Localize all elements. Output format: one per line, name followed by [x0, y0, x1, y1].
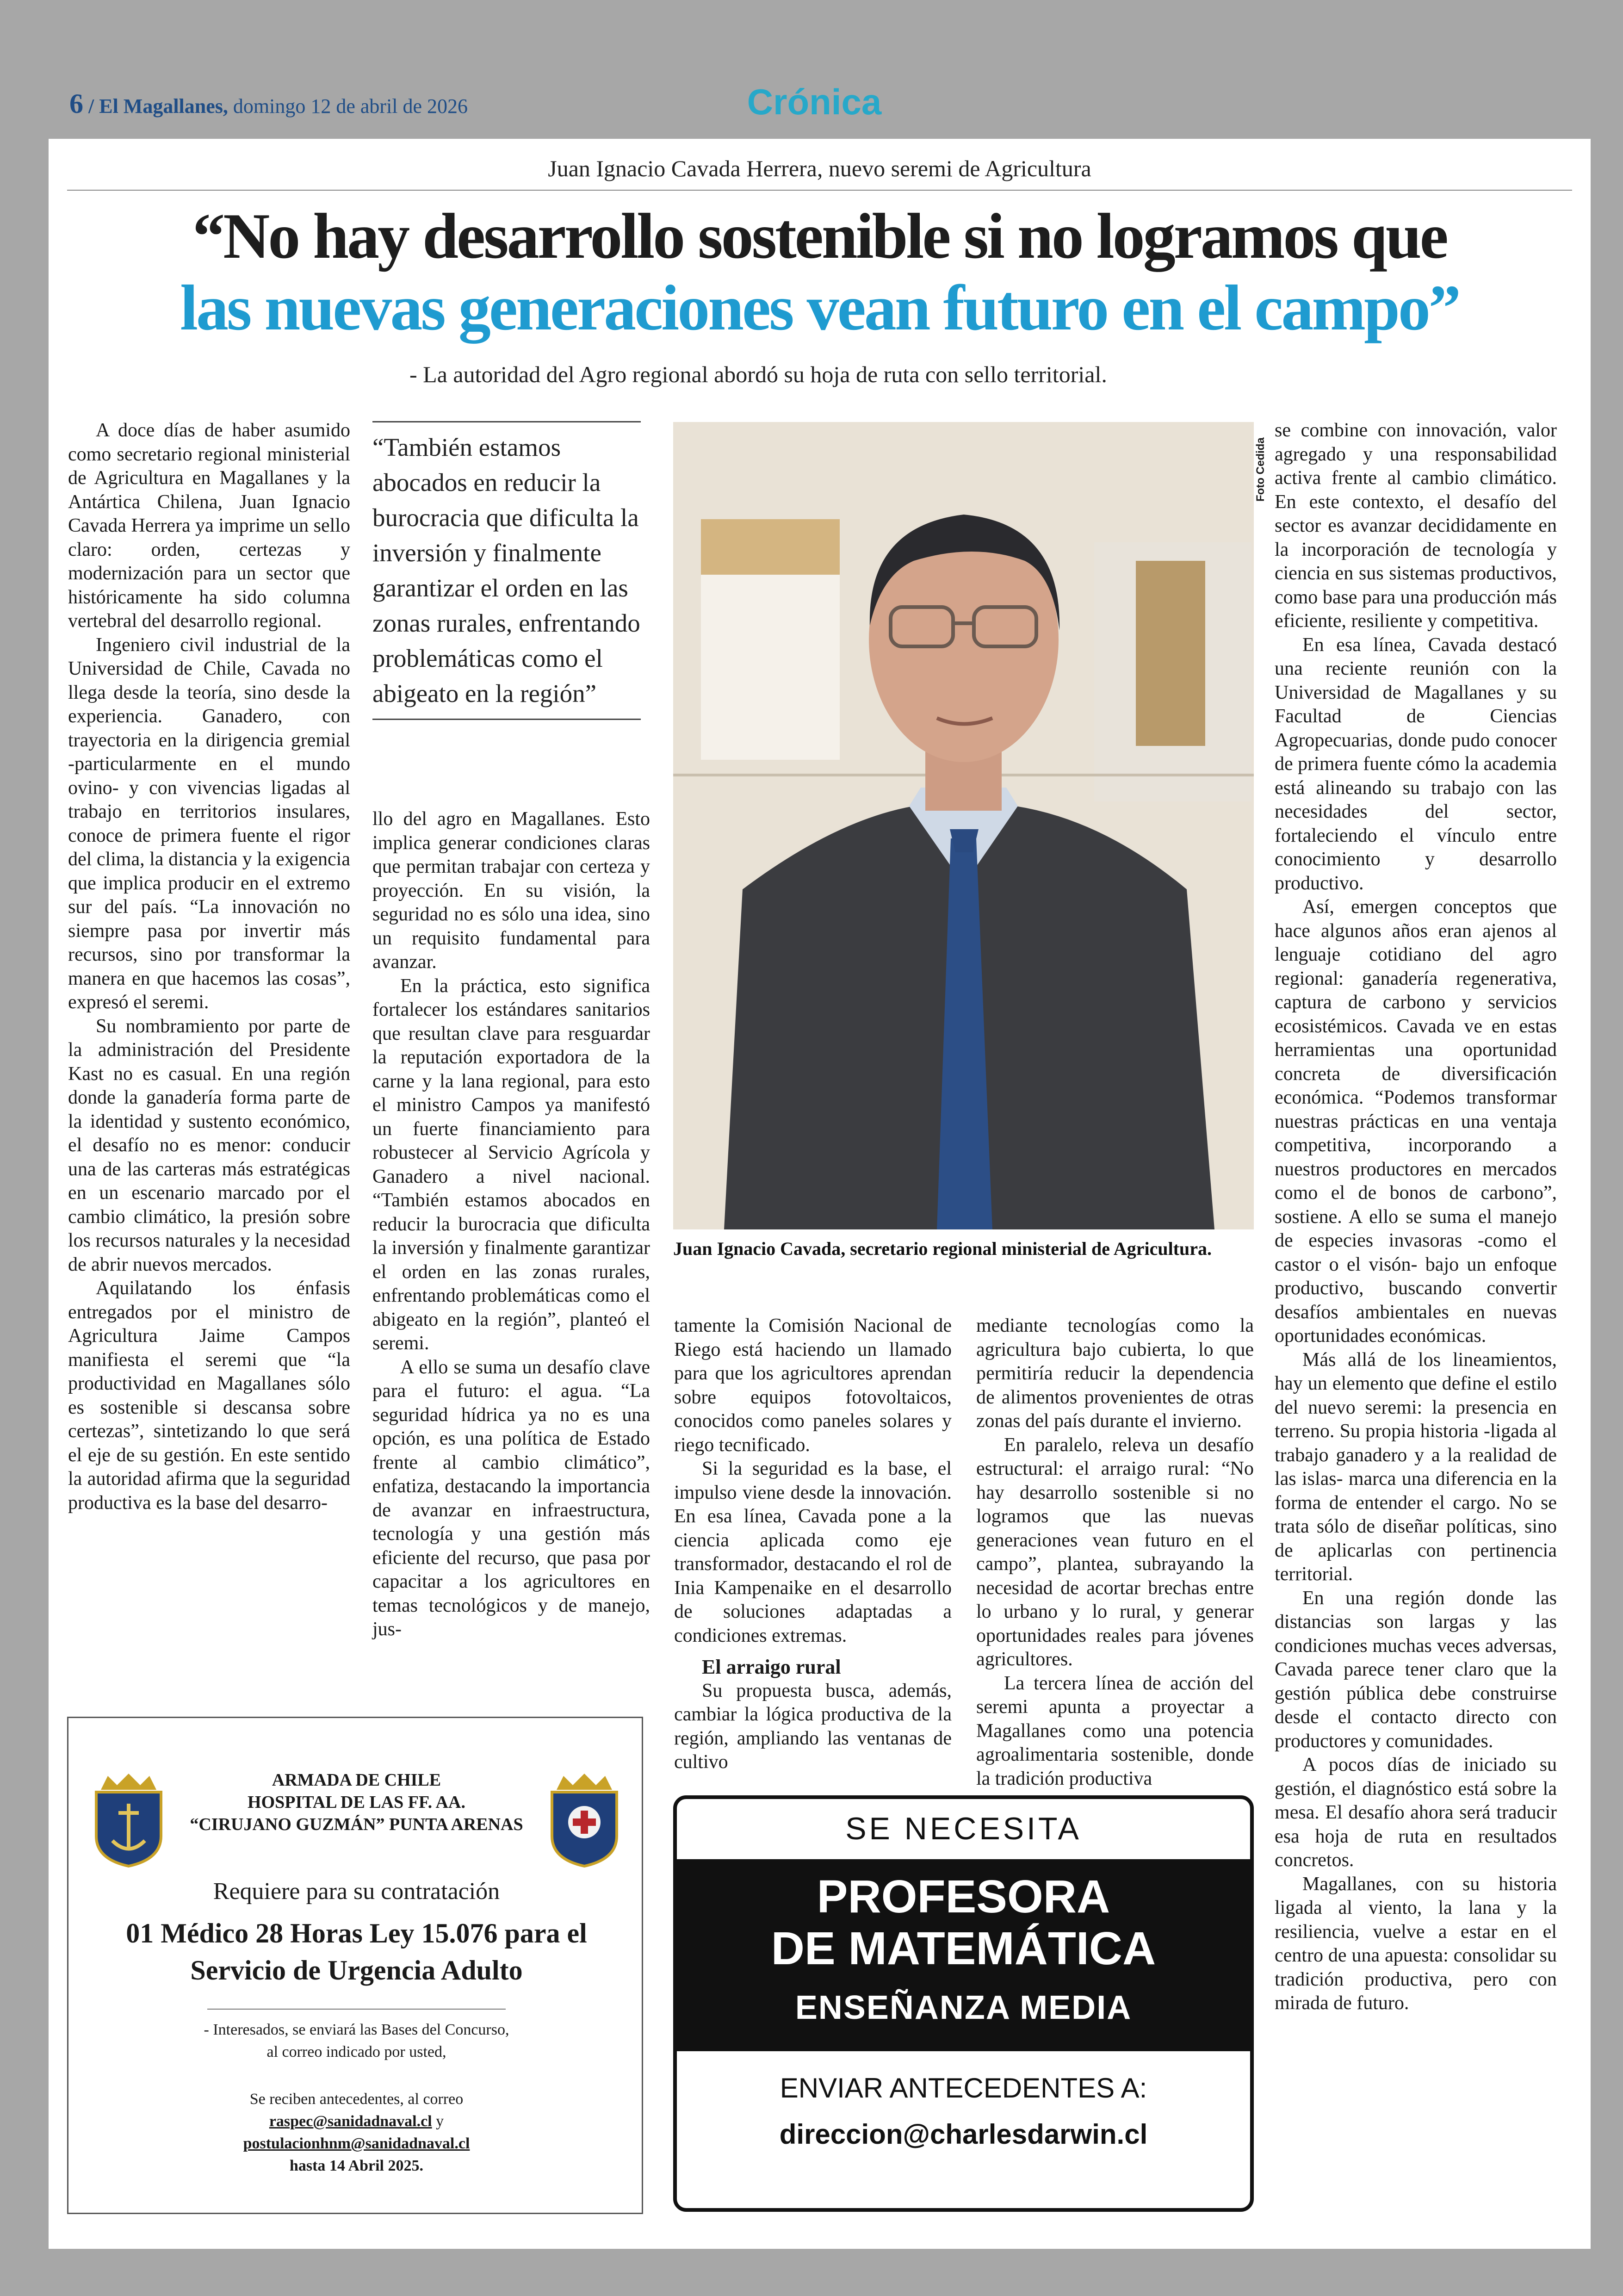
- pull-quote: “También estamos abocados en reducir la burocracia que dificulta la inversión y finalmente garantizar el orden en las zonas rurales, enfrentando problemáticas como el abigeato en la región”: [372, 421, 641, 720]
- paragraph: mediante tecnologías como la agricultura bajo cubierta, lo que permitiría reducir la dependencia de alimentos provenientes de otras zonas del país durante el invierno.: [976, 1315, 1254, 1432]
- paragraph: Aquilatando los énfasis entregados por el ministro de Agricultura Jaime Campos manifiesta el seremi que “la productividad en Magallanes sólo es sostenible si descansa sobre certezas”, sintetizando lo que será el eje de su gestión. En este sentido la autoridad afirma que la seguridad productiva es la base del desarro-: [68, 1278, 350, 1514]
- article-column-3: [674, 1314, 952, 1775]
- paragraph: se combine con innovación, valor agregado y una responsabilidad activa frente al cambio climático. En este contexto, el desafío del sector es avanzar decididamente en la incorporación de tecnología y ciencia en sus sistemas productivos, como base para una producción más eficiente, resiliente y competitiva.: [1275, 420, 1557, 632]
- subhead: El arraigo rural: [702, 1656, 841, 1678]
- ad-heading: SE NECESITA: [845, 1811, 1082, 1846]
- note-line: - Interesados, se enviará las Bases del Concurso,: [204, 2021, 509, 2038]
- hospital-crest-icon: [547, 1771, 621, 1868]
- page-header: [69, 88, 468, 120]
- position-line: PROFESORA: [817, 1871, 1110, 1923]
- article-column-5: [1275, 419, 1557, 2016]
- ad-position: [677, 1871, 1250, 1974]
- position-line: Servicio de Urgencia Adulto: [190, 1955, 523, 1986]
- paragraph: llo del agro en Magallanes. Esto implica generar condiciones claras que permitan trabajar con certeza y proyección. En su visión, la seguridad no es sólo una idea, sino un requisito fundamental para avanzar.: [372, 808, 650, 973]
- article-column-2: [372, 807, 650, 1642]
- article-column-1: [68, 419, 350, 1515]
- article-kicker: Juan Ignacio Cavada Herrera, nuevo seremi de Agricultura: [548, 155, 1091, 181]
- position-line: 01 Médico 28 Horas Ley 15.076 para el: [126, 1918, 587, 1948]
- paragraph: A pocos días de iniciado su gestión, el diagnóstico está sobre la mesa. El desafío ahora será traducir esa hoja de ruta en resultados concretos.: [1275, 1754, 1557, 1871]
- photo-caption: Juan Ignacio Cavada, secretario regional ministerial de Agricultura.: [673, 1238, 1212, 1259]
- paragraph: La tercera línea de acción del seremi apunta a proyectar a Magallanes como una potencia agroalimentaria sostenible, donde la tradición productiva: [976, 1672, 1254, 1789]
- note-line: al correo indicado por usted,: [266, 2043, 446, 2060]
- navy-hospital-ad: [67, 1717, 643, 2214]
- ad-level: ENSEÑANZA MEDIA: [795, 1989, 1132, 2026]
- page-number: 6: [69, 88, 83, 119]
- org-line: ARMADA DE CHILE: [272, 1770, 441, 1790]
- newspaper-page: [49, 139, 1591, 2249]
- paragraph: tamente la Comisión Nacional de Riego está haciendo un llamado para que los agricultores aprendan sobre equipos fotovoltaicos, conocidos como paneles solares y riego tecnificado.: [674, 1315, 952, 1456]
- ad-instruction: ENVIAR ANTECEDENTES A:: [780, 2073, 1147, 2104]
- email-join: y: [432, 2113, 444, 2130]
- email-link[interactable]: direccion@charlesdarwin.cl: [779, 2119, 1148, 2150]
- ad-requires: Requiere para su contratación: [213, 1878, 500, 1905]
- headline-line-2: las nuevas generaciones vean futuro en el campo”: [180, 272, 1459, 344]
- article-column-4: [976, 1314, 1254, 1791]
- ad-position: [68, 1915, 644, 1989]
- org-line: “CIRUJANO GUZMÁN” PUNTA ARENAS: [190, 1815, 523, 1834]
- paragraph: Magallanes, con su historia ligada al viento, la lana y la resiliencia, vuelve a estar en el centro de una apuesta: consolidar su tradición productiva, pero con mirada de futuro.: [1275, 1873, 1557, 2014]
- photo-credit: [1251, 421, 1270, 504]
- email-link[interactable]: postulacionhnm@sanidadnaval.cl: [243, 2135, 470, 2152]
- headline-line-1: “No hay desarrollo sostenible si no logramos que: [192, 200, 1447, 272]
- paragraph: En una región donde las distancias son largas y las condiciones muchas veces adversas, Cavada parece tener claro que la gestión pública debe construirse desde el contacto directo con productores y comunidades.: [1275, 1587, 1557, 1752]
- section-title: Crónica: [747, 81, 882, 122]
- paragraph: En esa línea, Cavada destacó una reciente reunión con la Universidad de Magallanes y su Facultad de Ciencias Agropecuarias, donde pudo conocer de primera fuente cómo la academia está alineando su trabajo con las necesidades del sector, fortaleciendo el vínculo entre conocimiento y desarrollo productivo.: [1275, 634, 1557, 894]
- divider: [67, 190, 1572, 191]
- paragraph: Su nombramiento por parte de la administración del Presidente Kast no es casual. En una región donde la ganadería forma parte de la identidad y sustento económico, el desafío no es menor: conducir una de las carteras más estratégicas en un escenario marcado por el cambio climático, la presión sobre los recursos naturales y la necesidad de abrir nuevos mercados.: [68, 1015, 350, 1275]
- position-line: DE MATEMÁTICA: [771, 1923, 1156, 1974]
- article-deck: - La autoridad del Agro regional abordó su hoja de ruta con sello territorial.: [409, 361, 1107, 387]
- portrait-photo: [673, 422, 1254, 1229]
- masthead: El Magallanes,: [99, 95, 228, 118]
- paragraph: En paralelo, releva un desafío estructural: el arraigo rural: “No hay desarrollo sostenible si no logramos que las nuevas generaciones vean futuro en el campo”, plantea, subrayando la necesidad de acortar brechas entre lo urbano y lo rural, y generar oportunidades reales para jóvenes agricultores.: [976, 1434, 1254, 1670]
- paragraph: Ingeniero civil industrial de la Universidad de Chile, Cavada no llega desde la teoría, sino desde la experiencia. Ganadero, con trayectoria en la dirigencia gremial -particularmente en el mundo ovino- y con vivencias ligadas al trabajo en territorios insulares, conoce de primera fuente el rigor del clima, la distancia y la exigencia que implica producir en el extremo sur del país. “La innovación no siempre pasa por invertir más recursos, sino por transformar la manera en que hacemos las cosas”, expresó el seremi.: [68, 634, 350, 1013]
- deadline: hasta 14 Abril 2025.: [289, 2157, 424, 2174]
- paragraph: A ello se suma un desafío clave para el futuro: el agua. “La seguridad hídrica ya no es una opción, es una política de Estado frente al cambio climático”, enfatiza, destacando la importancia de avanzar en infraestructura, tecnología y una gestión más eficiente del recurso, que pasa por capacitar a los agricultores en temas tecnológicos y de manejo, jus-: [372, 1356, 650, 1640]
- photo-credit-text: Foto Cedida: [1254, 437, 1267, 502]
- mail-intro: Se reciben antecedentes, al correo: [249, 2091, 464, 2108]
- ad-note: [68, 2019, 644, 2063]
- portrait-illustration: [673, 422, 1254, 1229]
- paragraph: Más allá de los lineamientos, hay un elemento que define el estilo del nuevo seremi: la presencia en terreno. Su propia historia -ligada al trabajo ganadero y a la realidad de las islas- marca una diferencia en la forma de entender el cargo. No se trata sólo de diseñar políticas, sino de aplicarlas con pertinencia territorial.: [1275, 1349, 1557, 1585]
- teacher-wanted-ad: [673, 1795, 1254, 2212]
- ad-band: [677, 1859, 1250, 2051]
- email-link[interactable]: raspec@sanidadnaval.cl: [269, 2113, 432, 2130]
- navy-crest-icon: [92, 1771, 166, 1868]
- paragraph: A doce días de haber asumido como secretario regional ministerial de Agricultura en Magallanes y la Antártica Chilena, Juan Ignacio Cavada Herrera ya imprime un sello claro: orden, certezas y modernización para un sector que históricamente ha sido columna vertebral del desarrollo regional.: [68, 420, 350, 632]
- divider: [207, 2009, 506, 2010]
- issue-date: domingo 12 de abril de 2026: [233, 95, 468, 118]
- paragraph: En la práctica, esto significa fortalecer los estándares sanitarios que resultan clave para resguardar la reputación exportadora de la carne y la lana regional, para esto el ministro Campos ya manifestó un fuerte financiamiento para robustecer al Servicio Agrícola y Ganadero a nivel nacional. “También estamos abocados en reducir la burocracia que dificulta la inversión y finalmente garantizar el orden en las zonas rurales, enfrentando problemáticas como el abigeato en la región”, planteó el seremi.: [372, 975, 650, 1354]
- org-line: HOSPITAL DE LAS FF. AA.: [248, 1793, 465, 1812]
- paragraph: Así, emergen conceptos que hace algunos años eran ajenos al lenguaje cotidiano del agro regional: ganadería regenerativa, captura de carbono y servicios ecosistémicos. Cavada ve en estas herramientas una oportunidad concreta de diversificación económica. “Podemos transformar nuestras prácticas en una ventaja competitiva, incorporando a nuestros productores en mercados como el de bonos de carbono”, sostiene. A ello se suma el manejo de especies invasoras -como el castor o el visón- bajo un enfoque productivo, buscando convertir desafíos ambientales en nuevas oportunidades económicas.: [1275, 896, 1557, 1347]
- paragraph: Su propuesta busca, además, cambiar la lógica productiva de la región, ampliando las ventanas de cultivo: [674, 1680, 952, 1773]
- header-separator: /: [88, 95, 94, 118]
- paragraph: Si la seguridad es la base, el impulso viene desde la innovación. En esa línea, Cavada pone a la ciencia aplicada como eje transformador, destacando el rol de Inia Kampenaike en el desarrollo de soluciones adaptadas a condiciones extremas.: [674, 1458, 952, 1646]
- ad-organization: [184, 1769, 529, 1836]
- ad-contact: [68, 2088, 644, 2177]
